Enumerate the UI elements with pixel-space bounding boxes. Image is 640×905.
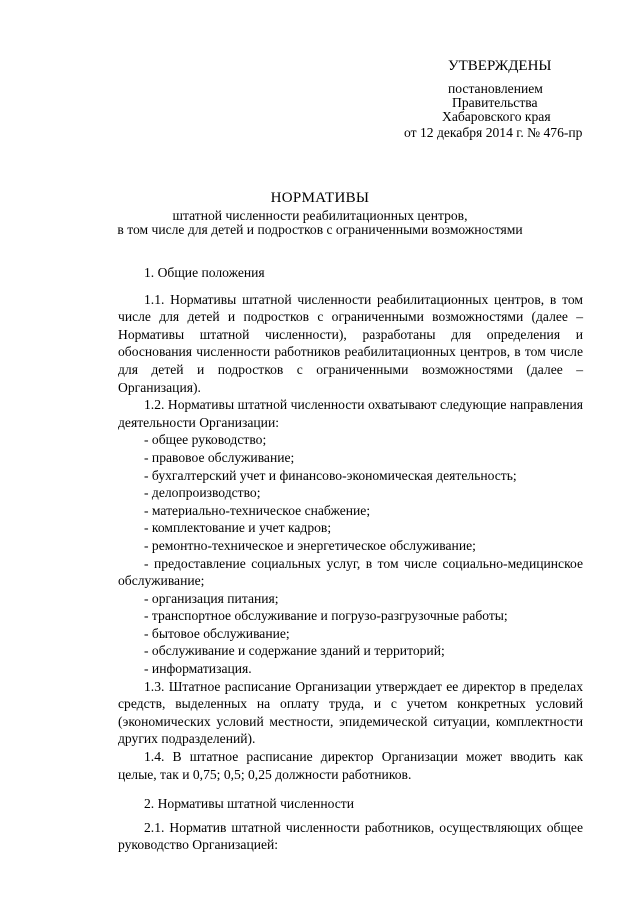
list-item: - комплектование и учет кадров; bbox=[144, 520, 332, 536]
list-item: - информатизация. bbox=[144, 661, 252, 677]
document-subtitle-line-2: в том числе для детей и подростков с ограниченными возможностями bbox=[117, 222, 523, 237]
list-item: - транспортное обслуживание и погрузо-разгрузочные работы; bbox=[144, 608, 508, 624]
list-item: - предоставление социальных услуг, в том числе социально-медицинское обслуживание; bbox=[118, 555, 583, 589]
list-item: - делопроизводство; bbox=[144, 485, 261, 501]
section-2-heading: 2. Нормативы штатной численности bbox=[144, 796, 354, 812]
document-body bbox=[118, 264, 583, 854]
approval-line-2: Правительства bbox=[452, 95, 538, 110]
paragraph-2-1: 2.1. Норматив штатной численности работников, осуществляющих общее руководство Организацией: bbox=[118, 819, 583, 853]
list-item: - бухгалтерский учет и финансово-экономическая деятельность; bbox=[144, 467, 517, 483]
list-item: - бытовое обслуживание; bbox=[144, 625, 290, 641]
approval-line-3: Хабаровского края bbox=[442, 109, 551, 124]
approval-line-4: от 12 декабря 2014 г. № 476-пр bbox=[404, 125, 583, 140]
document-subtitle-line-1: штатной численности реабилитационных центров, bbox=[172, 208, 468, 223]
paragraph-1-3: 1.3. Штатное расписание Организации утверждает ее директор в пределах средств, выделенных на оплату труда, и с учетом конкретных условий (экономических условий местности, эпидемической ситуации, комплектности других подразделений). bbox=[118, 678, 583, 747]
section-1-heading: 1. Общие положения bbox=[144, 265, 265, 280]
document-title: НОРМАТИВЫ bbox=[270, 190, 370, 206]
list-item: - общее руководство; bbox=[144, 432, 267, 448]
list-item: - организация питания; bbox=[144, 590, 279, 606]
approval-line-1: постановлением bbox=[448, 81, 543, 96]
list-item: - ремонтно-техническое и энергетическое обслуживание; bbox=[144, 537, 476, 553]
list-item: - правовое обслуживание; bbox=[144, 449, 295, 465]
list-item: - материально-техническое снабжение; bbox=[144, 502, 371, 518]
list-item: - обслуживание и содержание зданий и территорий; bbox=[144, 643, 445, 659]
approval-heading: УТВЕРЖДЕНЫ bbox=[448, 58, 552, 74]
paragraph-1-2: 1.2. Нормативы штатной численности охватывают следующие направления деятельности Организации: bbox=[118, 397, 583, 430]
paragraph-1-4: 1.4. В штатное расписание директор Организации может вводить как целые, так и 0,75; 0,5; 0,25 должности работников. bbox=[118, 749, 583, 782]
paragraph-1-1: 1.1. Нормативы штатной численности реабилитационных центров, в том числе для детей и подростков с ограниченными возможностями (далее – Нормативы штатной численности), разработаны для определения и обоснования численности работников реабилитационных центров, в том числе для детей и подростков с ограниченными возможностями (далее – Организация). bbox=[118, 291, 583, 395]
